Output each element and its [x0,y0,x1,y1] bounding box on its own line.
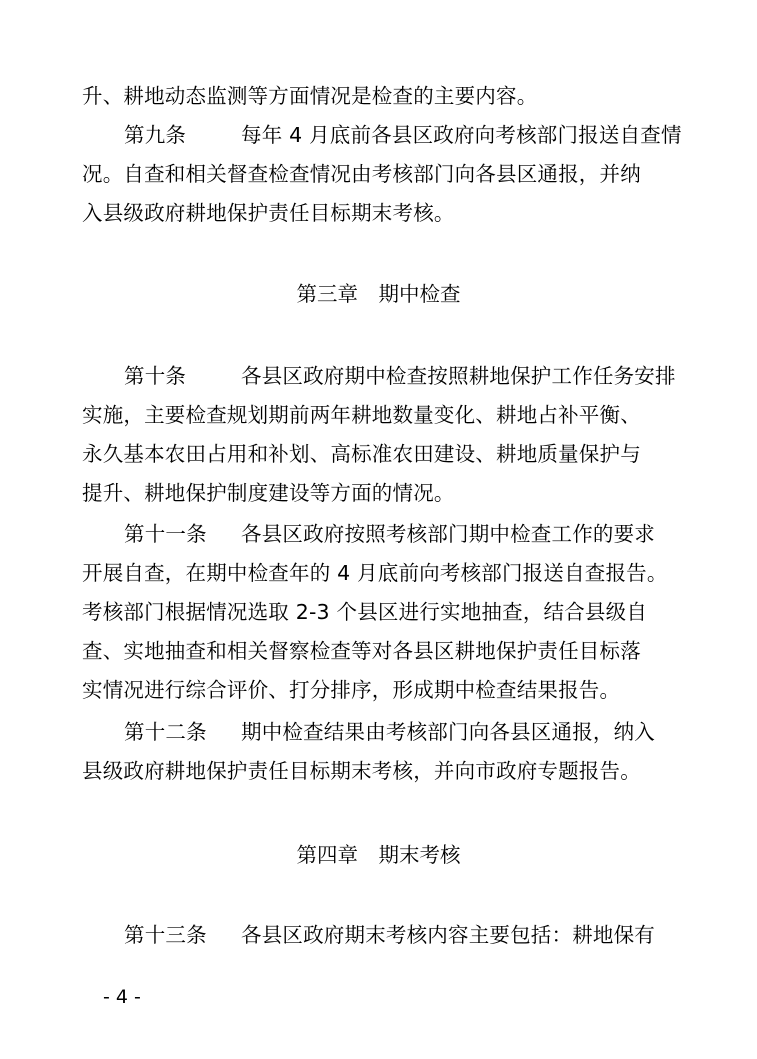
article-13-text: 各县区政府期末考核内容主要包括：耕地保有 [241,923,655,947]
text-line: 实施，主要检查规划期前两年耕地数量变化、耕地占补平衡、 [82,403,641,427]
article-11-first-line [124,520,724,548]
article-9-text: 每年 4 月底前各县区政府向考核部门报送自查情 [241,123,682,147]
text-line: 实情况进行综合评价、打分排序，形成期中检查结果报告。 [82,678,621,702]
article-12-label: 第十二条 [124,720,207,744]
article-10-label: 第十条 [124,364,187,388]
article-10-text: 各县区政府期中检查按照耕地保护工作任务安排 [241,364,676,388]
article-13-first-line [124,921,724,949]
article-12-text: 期中检查结果由考核部门向各县区通报，纳入 [241,720,655,744]
page-number: - 4 - [103,986,141,1008]
text-line: 考核部门根据情况选取 2-3 个县区进行实地抽查，结合县级自 [82,600,648,624]
text-line: 升、耕地动态监测等方面情况是检查的主要内容。 [82,84,538,108]
text-line: 查、实地抽查和相关督察检查等对各县区耕地保护责任目标落 [82,639,641,663]
article-9-first-line [124,121,724,149]
text-line: 县级政府耕地保护责任目标期末考核，并向市政府专题报告。 [82,759,641,783]
article-13-label: 第十三条 [124,923,207,947]
chapter-4-heading: 第四章 期末考核 [296,843,461,867]
text-line: 况。自查和相关督查检查情况由考核部门向各县区通报，并纳 [82,162,641,186]
text-line: 开展自查，在期中检查年的 4 月底前向考核部门报送自查报告。 [82,561,668,585]
chapter-3-heading: 第三章 期中检查 [296,282,461,306]
text-line: 提升、耕地保护制度建设等方面的情况。 [82,481,455,505]
article-9-label: 第九条 [124,123,187,147]
article-10-first-line [124,362,724,390]
text-line: 永久基本农田占用和补划、高标准农田建设、耕地质量保护与 [82,442,641,466]
article-11-text: 各县区政府按照考核部门期中检查工作的要求 [241,522,655,546]
article-12-first-line [124,718,724,746]
text-line: 入县级政府耕地保护责任目标期末考核。 [82,201,455,225]
article-11-label: 第十一条 [124,522,207,546]
